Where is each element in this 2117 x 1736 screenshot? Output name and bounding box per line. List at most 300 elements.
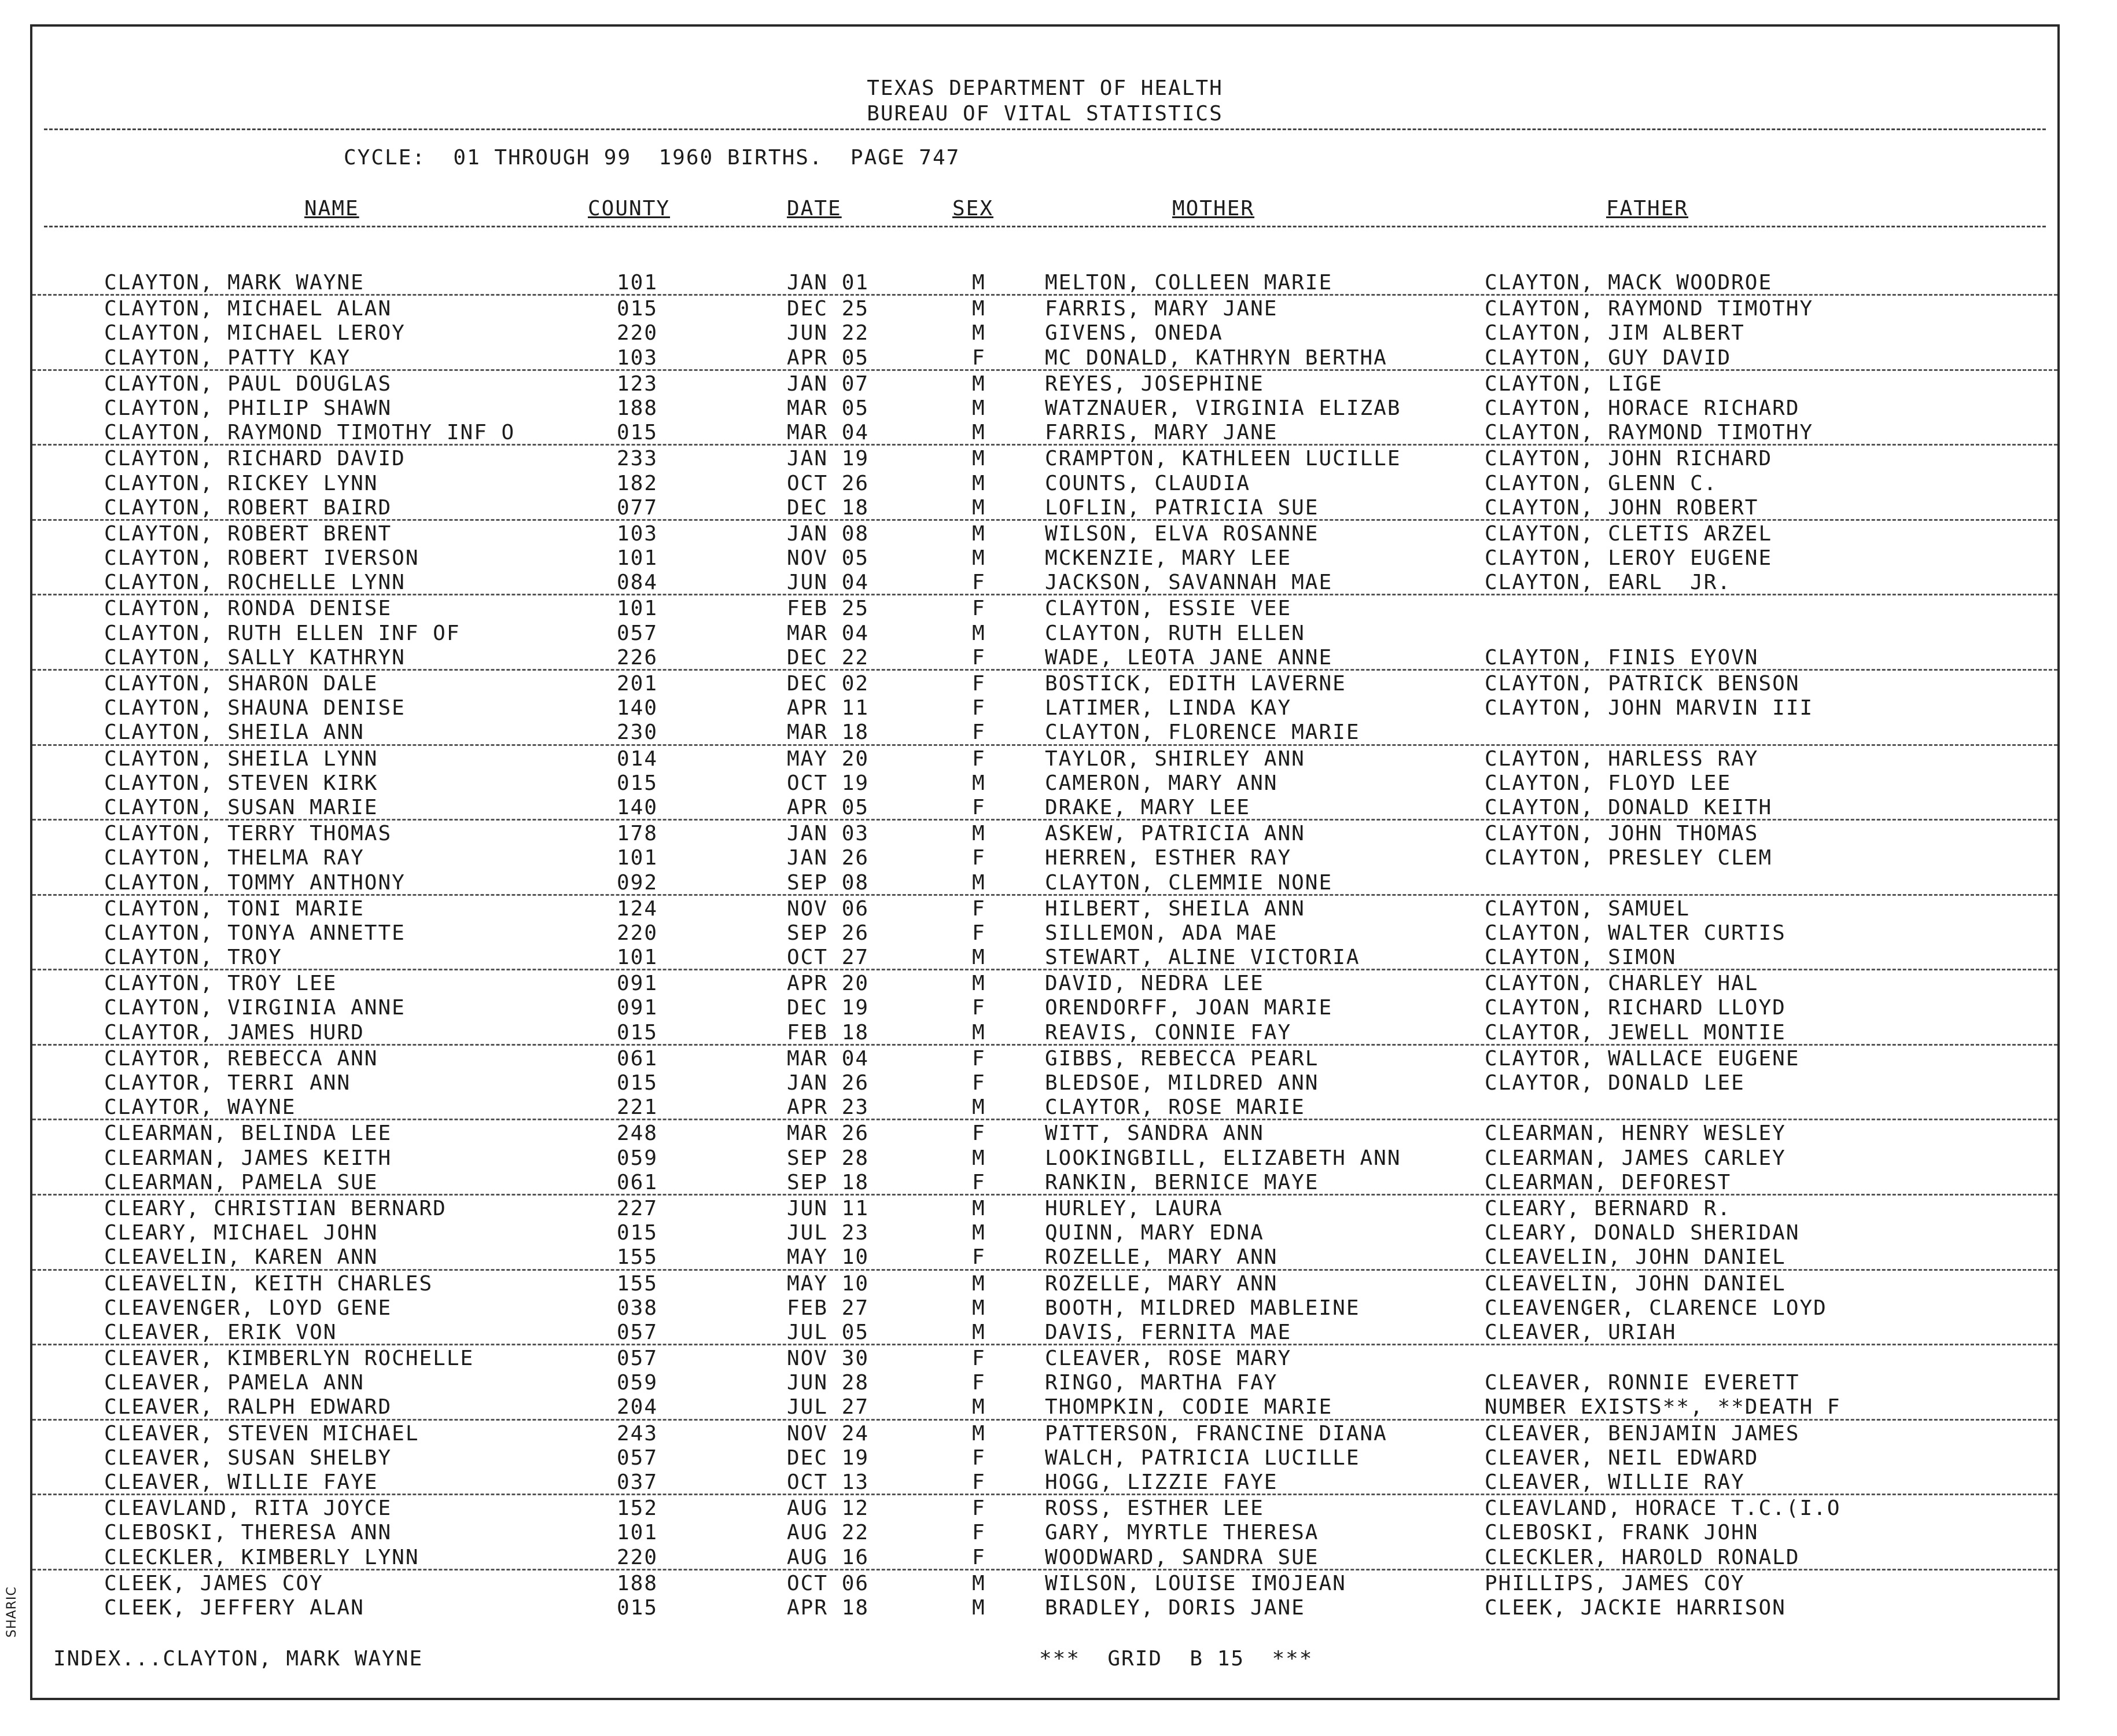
cell-sex: F — [972, 1521, 986, 1545]
cell-name: CLAYTON, SHARON DALE — [104, 672, 378, 696]
cell-county: 015 — [617, 421, 658, 445]
cell-county: 059 — [617, 1371, 658, 1395]
cell-sex: M — [972, 1320, 986, 1344]
table-row — [32, 995, 2057, 1019]
table-row — [32, 719, 2057, 745]
cell-sex: F — [972, 896, 986, 921]
cell-sex: F — [972, 1245, 986, 1270]
cell-sex: F — [972, 1496, 986, 1521]
cell-father: CLAYTON, MACK WOODROE — [1485, 271, 1773, 295]
cell-date: DEC 18 — [787, 495, 870, 520]
cell-county: 221 — [617, 1095, 658, 1120]
table-row — [32, 1271, 2057, 1295]
cell-sex: M — [972, 321, 986, 345]
cell-county: 220 — [617, 1545, 658, 1569]
cell-date: SEP 18 — [787, 1170, 870, 1194]
table-row — [32, 1469, 2057, 1495]
cycle-line: CYCLE: 01 THROUGH 99 1960 BIRTHS. PAGE 747 — [344, 146, 960, 170]
cell-date: AUG 12 — [787, 1496, 870, 1521]
cell-sex: F — [972, 672, 986, 696]
cell-sex: F — [972, 1371, 986, 1395]
table-row — [32, 495, 2057, 521]
table-row — [32, 695, 2057, 719]
cell-father: CLAYTON, LIGE — [1485, 372, 1663, 396]
cell-mother: HERREN, ESTHER RAY — [1045, 846, 1292, 870]
cell-date: DEC 25 — [787, 297, 870, 321]
cell-father: CLAYTON, SAMUEL — [1485, 896, 1691, 921]
cell-father: CLAYTON, SIMON — [1485, 946, 1677, 970]
cell-sex: M — [972, 396, 986, 420]
table-row — [32, 446, 2057, 470]
cell-name: CLAYTON, SUSAN MARIE — [104, 795, 378, 819]
cell-father: CLEAVELIN, JOHN DANIEL — [1485, 1245, 1786, 1270]
cell-mother: DAVID, NEDRA LEE — [1045, 972, 1264, 996]
cell-date: DEC 19 — [787, 1446, 870, 1470]
table-row — [32, 395, 2057, 420]
cell-name: CLAYTON, SHAUNA DENISE — [104, 696, 406, 720]
cell-sex: M — [972, 271, 986, 295]
cell-name: CLAYTON, SALLY KATHRYN — [104, 645, 406, 670]
cell-county: 057 — [617, 1446, 658, 1470]
cell-date: APR 11 — [787, 696, 870, 720]
cell-county: 101 — [617, 546, 658, 571]
cell-mother: LOFLIN, PATRICIA SUE — [1045, 495, 1319, 520]
cell-mother: CLAYTON, ESSIE VEE — [1045, 597, 1292, 621]
cell-county: 188 — [617, 396, 658, 420]
cell-sex: M — [972, 1271, 986, 1296]
table-row — [32, 970, 2057, 995]
cell-county: 201 — [617, 672, 658, 696]
table-row — [32, 545, 2057, 569]
cell-sex: F — [972, 746, 986, 771]
cell-sex: M — [972, 771, 986, 795]
column-header-name: NAME — [304, 197, 359, 220]
cell-date: APR 18 — [787, 1595, 870, 1620]
cell-sex: F — [972, 846, 986, 870]
cell-county: 091 — [617, 996, 658, 1020]
footer-grid: *** GRID B 15 *** — [1039, 1647, 1313, 1671]
cell-date: FEB 18 — [787, 1020, 870, 1044]
cell-date: OCT 13 — [787, 1470, 870, 1494]
cell-mother: STEWART, ALINE VICTORIA — [1045, 946, 1360, 970]
table-row — [32, 1595, 2057, 1619]
cell-father: CLAYTON, JOHN THOMAS — [1485, 822, 1759, 846]
cell-date: MAY 20 — [787, 746, 870, 771]
cell-name: CLEAVLAND, RITA JOYCE — [104, 1496, 392, 1521]
cell-date: MAR 04 — [787, 621, 870, 645]
cell-father: CLAYTON, CLETIS ARZEL — [1485, 521, 1773, 546]
cell-county: 084 — [617, 571, 658, 595]
cell-date: MAR 26 — [787, 1121, 870, 1146]
table-row — [32, 1145, 2057, 1169]
cell-sex: F — [972, 1446, 986, 1470]
cell-date: FEB 25 — [787, 597, 870, 621]
cell-county: 188 — [617, 1571, 658, 1595]
cell-mother: RANKIN, BERNICE MAYE — [1045, 1170, 1319, 1194]
cell-date: JAN 26 — [787, 1071, 870, 1095]
cell-date: DEC 22 — [787, 645, 870, 670]
cell-date: OCT 26 — [787, 471, 870, 495]
cell-father: CLEAVELIN, JOHN DANIEL — [1485, 1271, 1786, 1296]
cell-name: CLAYTON, RICKEY LYNN — [104, 471, 378, 495]
cell-date: DEC 02 — [787, 672, 870, 696]
cell-sex: M — [972, 1421, 986, 1446]
cell-father: CLAYTON, GUY DAVID — [1485, 345, 1732, 370]
cell-father: PHILLIPS, JAMES COY — [1485, 1571, 1745, 1595]
cell-date: AUG 22 — [787, 1521, 870, 1545]
cell-father: CLEAVENGER, CLARENCE LOYD — [1485, 1296, 1827, 1320]
cell-name: CLEARY, MICHAEL JOHN — [104, 1221, 378, 1245]
cell-date: APR 05 — [787, 345, 870, 370]
cell-mother: FARRIS, MARY JANE — [1045, 297, 1278, 321]
cell-name: CLAYTON, MICHAEL ALAN — [104, 297, 392, 321]
header-bureau: BUREAU OF VITAL STATISTICS — [867, 102, 1223, 126]
cell-name: CLEAVER, SUSAN SHELBY — [104, 1446, 392, 1470]
cell-county: 140 — [617, 696, 658, 720]
cell-county: 061 — [617, 1170, 658, 1194]
cell-father: CLEBOSKI, FRANK JOHN — [1485, 1521, 1759, 1545]
cell-name: CLEEK, JEFFERY ALAN — [104, 1595, 365, 1620]
cell-mother: ORENDORFF, JOAN MARIE — [1045, 996, 1333, 1020]
cell-mother: WILSON, ELVA ROSANNE — [1045, 521, 1319, 546]
table-row — [32, 1495, 2057, 1520]
cell-county: 248 — [617, 1121, 658, 1146]
cell-mother: HURLEY, LAURA — [1045, 1196, 1223, 1220]
cell-mother: BLEDSOE, MILDRED ANN — [1045, 1071, 1319, 1095]
table-row — [32, 296, 2057, 320]
cell-name: CLECKLER, KIMBERLY LYNN — [104, 1545, 419, 1569]
cell-date: NOV 30 — [787, 1347, 870, 1371]
cell-mother: HILBERT, SHEILA ANN — [1045, 896, 1305, 921]
cell-name: CLAYTON, RICHARD DAVID — [104, 447, 406, 471]
cell-sex: M — [972, 1595, 986, 1620]
cell-sex: M — [972, 972, 986, 996]
table-row — [32, 821, 2057, 845]
table-row — [32, 521, 2057, 545]
cell-sex: F — [972, 996, 986, 1020]
cell-county: 015 — [617, 771, 658, 795]
cell-sex: M — [972, 1146, 986, 1170]
cell-mother: WILSON, LOUISE IMOJEAN — [1045, 1571, 1346, 1595]
column-header-date: DATE — [787, 197, 842, 220]
cell-name: CLAYTON, TERRY THOMAS — [104, 822, 392, 846]
cell-county: 037 — [617, 1470, 658, 1494]
cell-date: JAN 19 — [787, 447, 870, 471]
cell-name: CLEAVER, KIMBERLYN ROCHELLE — [104, 1347, 474, 1371]
cell-county: 059 — [617, 1146, 658, 1170]
cell-father: CLAYTON, WALTER CURTIS — [1485, 921, 1786, 945]
cell-mother: CLAYTON, CLEMMIE NONE — [1045, 870, 1333, 895]
cell-date: JUN 28 — [787, 1371, 870, 1395]
cell-mother: CLAYTOR, ROSE MARIE — [1045, 1095, 1305, 1120]
cell-father: CLAYTON, HARLESS RAY — [1485, 746, 1759, 771]
cell-county: 061 — [617, 1046, 658, 1071]
table-row — [32, 896, 2057, 920]
cell-father: CLAYTON, PATRICK BENSON — [1485, 672, 1800, 696]
cell-county: 015 — [617, 1221, 658, 1245]
cell-county: 124 — [617, 896, 658, 921]
cell-date: SEP 08 — [787, 870, 870, 895]
cell-county: 101 — [617, 1521, 658, 1545]
table-row — [32, 671, 2057, 695]
cell-county: 057 — [617, 1320, 658, 1344]
cell-name: CLEBOSKI, THERESA ANN — [104, 1521, 392, 1545]
cell-father: CLAYTOR, DONALD LEE — [1485, 1071, 1745, 1095]
cell-mother: MC DONALD, KATHRYN BERTHA — [1045, 345, 1387, 370]
cell-mother: REAVIS, CONNIE FAY — [1045, 1020, 1292, 1044]
cell-date: MAR 04 — [787, 421, 870, 445]
cell-name: CLEAVER, ERIK VON — [104, 1320, 337, 1344]
cell-date: JAN 07 — [787, 372, 870, 396]
cell-date: JUN 11 — [787, 1196, 870, 1220]
cell-sex: M — [972, 1196, 986, 1220]
table-row — [32, 1571, 2057, 1595]
cell-county: 155 — [617, 1271, 658, 1296]
column-header-mother: MOTHER — [1172, 197, 1255, 220]
cell-name: CLAYTON, TONYA ANNETTE — [104, 921, 406, 945]
cell-name: CLAYTON, ROBERT BAIRD — [104, 495, 392, 520]
cell-name: CLEARMAN, PAMELA SUE — [104, 1170, 378, 1194]
cell-mother: CLAYTON, FLORENCE MARIE — [1045, 720, 1360, 745]
cell-mother: SILLEMON, ADA MAE — [1045, 921, 1278, 945]
cell-mother: CLAYTON, RUTH ELLEN — [1045, 621, 1305, 645]
cell-father: CLEAVER, WILLIE RAY — [1485, 1470, 1745, 1494]
cell-mother: MCKENZIE, MARY LEE — [1045, 546, 1292, 571]
cell-father: CLEARMAN, DEFOREST — [1485, 1170, 1732, 1194]
cell-name: CLEAVELIN, KEITH CHARLES — [104, 1271, 433, 1296]
table-row — [32, 1445, 2057, 1469]
cell-sex: F — [972, 597, 986, 621]
cell-sex: M — [972, 297, 986, 321]
cell-father: CLAYTON, JOHN MARVIN III — [1485, 696, 1814, 720]
cell-date: OCT 06 — [787, 1571, 870, 1595]
cell-date: APR 05 — [787, 795, 870, 819]
header-divider — [44, 128, 2046, 130]
cell-mother: BRADLEY, DORIS JANE — [1045, 1595, 1305, 1620]
cell-county: 220 — [617, 921, 658, 945]
cell-father: CLEAVER, NEIL EDWARD — [1485, 1446, 1759, 1470]
cell-name: CLAYTON, PHILIP SHAWN — [104, 396, 392, 420]
cell-name: CLAYTON, STEVEN KIRK — [104, 771, 378, 795]
cell-mother: BOOTH, MILDRED MABLEINE — [1045, 1296, 1360, 1320]
cell-county: 155 — [617, 1245, 658, 1270]
cell-name: CLAYTON, TOMMY ANTHONY — [104, 870, 406, 895]
cell-sex: M — [972, 1296, 986, 1320]
table-row — [32, 569, 2057, 595]
cell-sex: M — [972, 447, 986, 471]
cell-mother: DRAKE, MARY LEE — [1045, 795, 1251, 819]
cell-name: CLAYTOR, WAYNE — [104, 1095, 296, 1120]
table-row — [32, 1070, 2057, 1094]
table-row — [32, 1169, 2057, 1196]
cell-father: CLEAVLAND, HORACE T.C.(I.O — [1485, 1496, 1841, 1521]
cell-county: 243 — [617, 1421, 658, 1446]
cell-county: 057 — [617, 621, 658, 645]
table-row — [32, 845, 2057, 869]
cell-mother: CLEAVER, ROSE MARY — [1045, 1347, 1292, 1371]
cell-date: JUL 27 — [787, 1395, 870, 1419]
cell-county: 204 — [617, 1395, 658, 1419]
cell-sex: F — [972, 720, 986, 745]
cell-name: CLAYTON, PAUL DOUGLAS — [104, 372, 392, 396]
cell-county: 140 — [617, 795, 658, 819]
cell-father: CLAYTON, GLENN C. — [1485, 471, 1718, 495]
cell-date: JUN 22 — [787, 321, 870, 345]
cell-sex: M — [972, 870, 986, 895]
cell-father: CLAYTON, DONALD KEITH — [1485, 795, 1773, 819]
cell-sex: F — [972, 921, 986, 945]
cell-date: OCT 19 — [787, 771, 870, 795]
cell-father: CLAYTON, CHARLEY HAL — [1485, 972, 1759, 996]
cell-name: CLAYTON, TROY LEE — [104, 972, 337, 996]
cell-sex: F — [972, 1470, 986, 1494]
table-row — [32, 1394, 2057, 1420]
cell-mother: DAVIS, FERNITA MAE — [1045, 1320, 1292, 1344]
table-row — [32, 320, 2057, 344]
column-header-divider — [44, 226, 2046, 227]
cell-name: CLAYTON, TROY — [104, 946, 282, 970]
cell-county: 057 — [617, 1347, 658, 1371]
table-row — [32, 1544, 2057, 1571]
cell-county: 101 — [617, 846, 658, 870]
table-row — [32, 770, 2057, 795]
cell-date: OCT 27 — [787, 946, 870, 970]
cell-mother: WALCH, PATRICIA LUCILLE — [1045, 1446, 1360, 1470]
cell-mother: CAMERON, MARY ANN — [1045, 771, 1278, 795]
cell-date: MAY 10 — [787, 1271, 870, 1296]
table-row — [32, 345, 2057, 371]
column-header-father: FATHER — [1606, 197, 1689, 220]
cell-county: 015 — [617, 1020, 658, 1044]
cell-mother: ASKEW, PATRICIA ANN — [1045, 822, 1305, 846]
cell-date: SEP 28 — [787, 1146, 870, 1170]
column-header-sex: SEX — [952, 197, 994, 220]
table-row — [32, 595, 2057, 620]
cell-name: CLAYTON, THELMA RAY — [104, 846, 365, 870]
cell-mother: QUINN, MARY EDNA — [1045, 1221, 1264, 1245]
cell-mother: WITT, SANDRA ANN — [1045, 1121, 1264, 1146]
cell-father: CLAYTON, PRESLEY CLEM — [1485, 846, 1773, 870]
table-row — [32, 645, 2057, 671]
cell-name: CLEARY, CHRISTIAN BERNARD — [104, 1196, 447, 1220]
cell-mother: GARY, MYRTLE THERESA — [1045, 1521, 1319, 1545]
cell-sex: M — [972, 521, 986, 546]
cell-name: CLAYTON, PATTY KAY — [104, 345, 351, 370]
cell-father: CLEARY, BERNARD R. — [1485, 1196, 1732, 1220]
cell-date: FEB 27 — [787, 1296, 870, 1320]
cell-date: NOV 05 — [787, 546, 870, 571]
cell-name: CLAYTOR, REBECCA ANN — [104, 1046, 378, 1071]
cell-sex: M — [972, 546, 986, 571]
cell-date: MAY 10 — [787, 1245, 870, 1270]
cell-father: CLAYTON, JIM ALBERT — [1485, 321, 1745, 345]
cell-date: MAR 04 — [787, 1046, 870, 1071]
birth-index-page — [30, 24, 2060, 1700]
cell-county: 230 — [617, 720, 658, 745]
cell-sex: F — [972, 696, 986, 720]
table-row — [32, 1345, 2057, 1370]
table-row — [32, 1319, 2057, 1345]
cell-date: MAR 18 — [787, 720, 870, 745]
cell-mother: MELTON, COLLEEN MARIE — [1045, 271, 1333, 295]
cell-mother: LOOKINGBILL, ELIZABETH ANN — [1045, 1146, 1401, 1170]
side-label: SHARIC — [5, 1586, 19, 1638]
cell-mother: TAYLOR, SHIRLEY ANN — [1045, 746, 1305, 771]
cell-sex: M — [972, 1221, 986, 1245]
table-row — [32, 746, 2057, 770]
cell-date: APR 20 — [787, 972, 870, 996]
cell-father: CLEAVER, URIAH — [1485, 1320, 1677, 1344]
table-row — [32, 1196, 2057, 1220]
cell-mother: JACKSON, SAVANNAH MAE — [1045, 571, 1333, 595]
cell-father: CLEARMAN, HENRY WESLEY — [1485, 1121, 1786, 1146]
cell-name: CLAYTON, ROCHELLE LYNN — [104, 571, 406, 595]
cell-county: 015 — [617, 1595, 658, 1620]
cell-father: CLAYTON, RAYMOND TIMOTHY — [1485, 297, 1814, 321]
cell-father: CLAYTON, JOHN ROBERT — [1485, 495, 1759, 520]
cell-mother: ROZELLE, MARY ANN — [1045, 1271, 1278, 1296]
cell-county: 092 — [617, 870, 658, 895]
table-row — [32, 920, 2057, 944]
table-row — [32, 470, 2057, 495]
cell-sex: F — [972, 795, 986, 819]
cell-date: JAN 26 — [787, 846, 870, 870]
cell-county: 101 — [617, 271, 658, 295]
cell-sex: M — [972, 946, 986, 970]
cell-county: 233 — [617, 447, 658, 471]
cell-date: DEC 19 — [787, 996, 870, 1020]
cell-father: CLAYTON, JOHN RICHARD — [1485, 447, 1773, 471]
cell-name: CLEAVELIN, KAREN ANN — [104, 1245, 378, 1270]
cell-father: CLAYTOR, WALLACE EUGENE — [1485, 1046, 1800, 1071]
cell-father: CLEARY, DONALD SHERIDAN — [1485, 1221, 1800, 1245]
cell-county: 103 — [617, 345, 658, 370]
record-table — [32, 270, 2057, 1619]
cell-county: 220 — [617, 321, 658, 345]
cell-name: CLAYTON, RONDA DENISE — [104, 597, 392, 621]
cell-name: CLEAVER, WILLIE FAYE — [104, 1470, 378, 1494]
cell-sex: F — [972, 1046, 986, 1071]
cell-father: CLEARMAN, JAMES CARLEY — [1485, 1146, 1786, 1170]
cell-mother: GIVENS, ONEDA — [1045, 321, 1223, 345]
table-row — [32, 371, 2057, 395]
cell-sex: M — [972, 1095, 986, 1120]
cell-county: 152 — [617, 1496, 658, 1521]
header-department: TEXAS DEPARTMENT OF HEALTH — [867, 76, 1223, 100]
table-row — [32, 1120, 2057, 1145]
cell-mother: WADE, LEOTA JANE ANNE — [1045, 645, 1333, 670]
cell-date: APR 23 — [787, 1095, 870, 1120]
cell-father: CLAYTON, RICHARD LLOYD — [1485, 996, 1786, 1020]
cell-father: CLEAVER, BENJAMIN JAMES — [1485, 1421, 1800, 1446]
table-row — [32, 1020, 2057, 1046]
table-row — [32, 1046, 2057, 1070]
cell-father: CLAYTON, LEROY EUGENE — [1485, 546, 1773, 571]
cell-sex: F — [972, 645, 986, 670]
cell-name: CLEAVER, RALPH EDWARD — [104, 1395, 392, 1419]
cell-county: 091 — [617, 972, 658, 996]
cell-county: 226 — [617, 645, 658, 670]
cell-sex: F — [972, 1170, 986, 1194]
cell-date: JAN 01 — [787, 271, 870, 295]
table-row — [32, 1220, 2057, 1244]
cell-mother: WATZNAUER, VIRGINIA ELIZAB — [1045, 396, 1401, 420]
cell-mother: ROSS, ESTHER LEE — [1045, 1496, 1264, 1521]
cell-county: 015 — [617, 297, 658, 321]
cell-date: MAR 05 — [787, 396, 870, 420]
cell-sex: M — [972, 372, 986, 396]
cell-county: 101 — [617, 946, 658, 970]
